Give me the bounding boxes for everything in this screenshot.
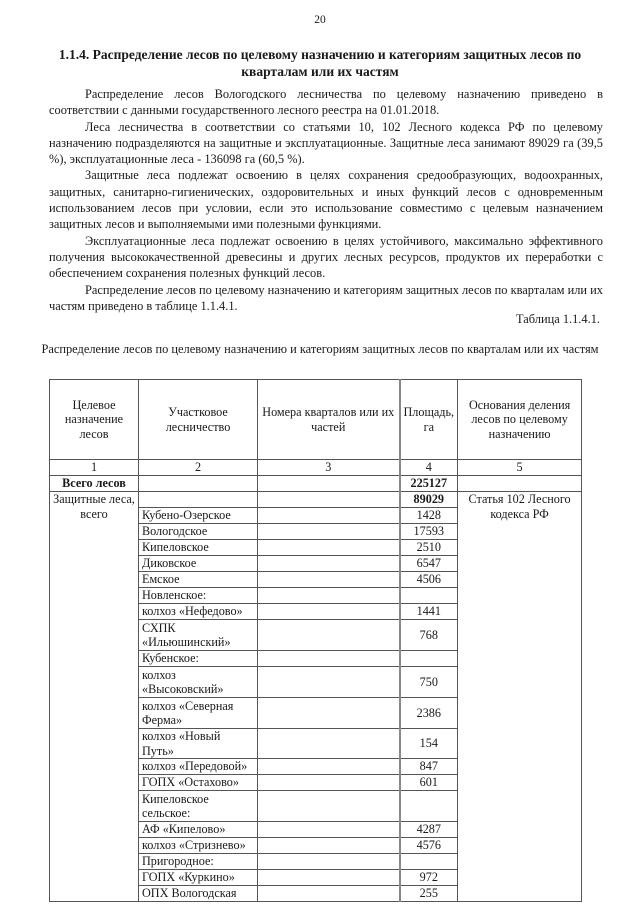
district-name: ГОПХ «Куркино» — [139, 870, 258, 886]
empty-cell — [139, 492, 258, 508]
paragraph: Распределение лесов по целевому назначению и категориям защитных лесов по кварталам или их частям приведено в таблице 1.1.4.1. — [49, 282, 603, 313]
area: 750 — [400, 667, 458, 698]
area: 1428 — [400, 508, 458, 524]
quarters — [258, 729, 400, 759]
empty-cell — [139, 476, 258, 492]
forest-distribution-table — [49, 379, 582, 902]
area — [400, 854, 458, 870]
area: 768 — [400, 620, 458, 651]
area — [400, 588, 458, 604]
total-row — [50, 476, 582, 492]
quarters — [258, 886, 400, 902]
protective-label: Защитные леса, всего — [50, 492, 139, 902]
empty-cell — [458, 476, 582, 492]
table-header-row — [50, 380, 582, 460]
quarters — [258, 791, 400, 822]
column-number: 3 — [258, 460, 400, 476]
total-label: Всего лесов — [50, 476, 139, 492]
column-number: 5 — [458, 460, 582, 476]
header-basis: Основания деления лесов по целевому назначению — [458, 380, 582, 460]
district-name: колхоз «Передовой» — [139, 759, 258, 775]
quarters — [258, 775, 400, 791]
district-name: колхоз «Стризнево» — [139, 838, 258, 854]
header-district: Участковое лесничество — [139, 380, 258, 460]
district-name: Кубенское: — [139, 651, 258, 667]
quarters — [258, 667, 400, 698]
district-name: колхоз «Северная Ферма» — [139, 698, 258, 729]
column-number: 1 — [50, 460, 139, 476]
area: 4506 — [400, 572, 458, 588]
protective-basis: Статья 102 Лесного кодекса РФ — [458, 492, 582, 902]
empty-cell — [258, 492, 400, 508]
quarters — [258, 524, 400, 540]
area: 4576 — [400, 838, 458, 854]
area: 2510 — [400, 540, 458, 556]
paragraph: Защитные леса подлежат освоению в целях сохранения средообразующих, водоохранных, защитных, санитарно-гигиенических, оздоровительных и иных функций лесов с одновременным использованием лесов при условии, если это использование совместимо с целевым назначением защитных лесов и выполняемыми ими полезными функциями. — [49, 168, 603, 232]
district-name: Вологодское — [139, 524, 258, 540]
district-name: Новленское: — [139, 588, 258, 604]
quarters — [258, 620, 400, 651]
district-name: ОПХ Вологодская — [139, 886, 258, 902]
quarters — [258, 759, 400, 775]
column-number: 4 — [400, 460, 458, 476]
area: 154 — [400, 729, 458, 759]
quarters — [258, 870, 400, 886]
district-name: колхоз «Нефедово» — [139, 604, 258, 620]
protective-area: 89029 — [400, 492, 458, 508]
empty-cell — [258, 476, 400, 492]
area: 4287 — [400, 822, 458, 838]
quarters — [258, 508, 400, 524]
quarters — [258, 540, 400, 556]
total-area: 225127 — [400, 476, 458, 492]
district-name: Диковское — [139, 556, 258, 572]
table-label: Таблица 1.1.4.1. — [516, 312, 600, 326]
district-name: Пригородное: — [139, 854, 258, 870]
area — [400, 651, 458, 667]
quarters — [258, 838, 400, 854]
area: 601 — [400, 775, 458, 791]
quarters — [258, 588, 400, 604]
protective-total-row — [50, 492, 582, 508]
quarters — [258, 651, 400, 667]
district-name: АФ «Кипелово» — [139, 822, 258, 838]
area: 6547 — [400, 556, 458, 572]
area — [400, 791, 458, 822]
district-name: колхоз «Новый Путь» — [139, 729, 258, 759]
area: 17593 — [400, 524, 458, 540]
header-area: Площадь, га — [400, 380, 458, 460]
table-caption: Распределение лесов по целевому назначению и категориям защитных лесов по кварталам или их частям — [41, 342, 599, 356]
area: 1441 — [400, 604, 458, 620]
area: 255 — [400, 886, 458, 902]
header-quarters: Номера кварталов или их частей — [258, 380, 400, 460]
district-name: СХПК «Ильюшинский» — [139, 620, 258, 651]
quarters — [258, 556, 400, 572]
header-purpose: Целевое назначение лесов — [50, 380, 139, 460]
paragraph: Леса лесничества в соответствии со статьями 10, 102 Лесного кодекса РФ по целевому назначению подразделяются на защитные и эксплуатационные. Защитные леса занимают 89029 га (39,5 %), эксплуатационные леса - 136098 га (60,5 %). — [49, 119, 603, 167]
paragraph: Эксплуатационные леса подлежат освоению в целях устойчивого, максимально эффективного получения высококачественной древесины и других лесных ресурсов, продуктов их переработки с обеспечением сохранения полезных функций лесов. — [49, 233, 603, 281]
quarters — [258, 822, 400, 838]
district-name: Кубено-Озерское — [139, 508, 258, 524]
district-name: колхоз «Высоковский» — [139, 667, 258, 698]
section-title: 1.1.4. Распределение лесов по целевому назначению и категориям защитных лесов по кварталам или их частям — [58, 47, 582, 79]
district-name: Кипеловское сельское: — [139, 791, 258, 822]
page-number: 20 — [314, 14, 326, 26]
area: 972 — [400, 870, 458, 886]
quarters — [258, 572, 400, 588]
district-name: Кипеловское — [139, 540, 258, 556]
paragraph: Распределение лесов Вологодского лесничества по целевому назначению приведено в соответствии с данными государственного лесного реестра на 01.01.2018. — [49, 87, 603, 118]
quarters — [258, 698, 400, 729]
body-text — [49, 86, 603, 314]
column-number-row — [50, 460, 582, 476]
column-number: 2 — [139, 460, 258, 476]
district-name: ГОПХ «Остахово» — [139, 775, 258, 791]
area: 2386 — [400, 698, 458, 729]
district-name: Емское — [139, 572, 258, 588]
quarters — [258, 854, 400, 870]
area: 847 — [400, 759, 458, 775]
quarters — [258, 604, 400, 620]
